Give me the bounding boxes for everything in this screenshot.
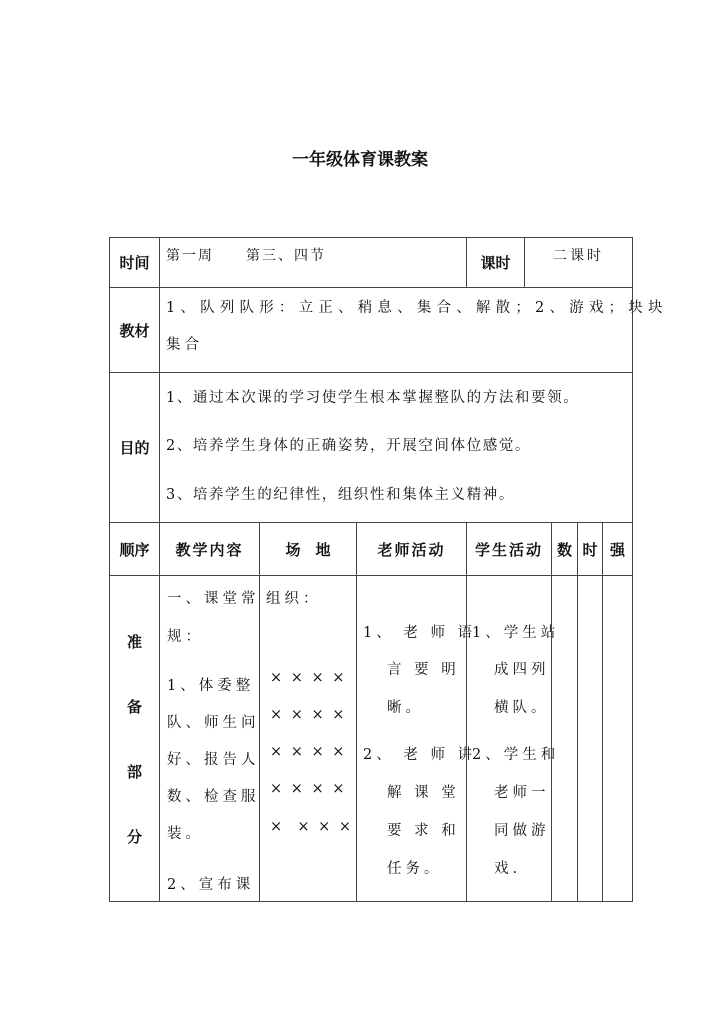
- page-title: 一年级体育课教案: [292, 150, 428, 170]
- teacher-line: 言 要 明: [387, 662, 460, 678]
- goal-line: 1、通过本次课的学习使学生根本掌握整队的方法和要领。: [166, 390, 580, 406]
- intensity-cell: [602, 575, 633, 902]
- goal-line: 3、培养学生的纪律性，组织性和集体主义精神。: [166, 487, 515, 503]
- header-site: 场 地: [259, 522, 357, 576]
- period-label: 课时: [466, 237, 525, 288]
- content-line: 队、师生问: [167, 715, 260, 731]
- material-cell: [159, 287, 668, 373]
- content-line: 好、报告人: [167, 752, 260, 768]
- teacher-line: 1、 老 师 语: [363, 625, 477, 641]
- teacher-cell: [356, 575, 477, 902]
- student-line: 2、学生和: [472, 747, 560, 763]
- header-count: 数: [551, 522, 578, 576]
- goal-cell: [159, 372, 633, 523]
- formation-row: × × × ×: [270, 707, 347, 723]
- time-label: 时间: [109, 237, 160, 288]
- student-line: 1、学生站: [472, 625, 560, 641]
- content-line: 一、课堂常: [167, 591, 260, 607]
- header-intensity: 强: [602, 522, 633, 576]
- formation-row: × × × ×: [270, 819, 354, 835]
- material-line: 1、队列队形：立正、稍息、集合、解散；2、游戏；块块: [166, 300, 668, 316]
- content-line: 数、检查服: [167, 789, 260, 805]
- material-label: 教材: [109, 287, 160, 373]
- site-cell: [259, 575, 357, 902]
- student-line: 成四列: [494, 662, 550, 678]
- content-cell: [159, 575, 260, 902]
- time-cell: [577, 575, 603, 902]
- section-char: 分: [126, 827, 142, 846]
- header-student: 学生活动: [466, 522, 552, 576]
- teacher-line: 要 求 和: [387, 823, 460, 839]
- teacher-line: 2、 老 师 讲: [363, 747, 477, 763]
- teacher-line: 晰。: [387, 700, 424, 716]
- section-char: 部: [126, 762, 142, 781]
- header-order: 顺序: [109, 522, 160, 576]
- student-line: 同做游: [494, 823, 550, 839]
- section-char: 备: [126, 697, 142, 716]
- header-time: 时: [577, 522, 603, 576]
- goal-label: 目的: [109, 372, 160, 523]
- teacher-line: 任务。: [387, 861, 443, 877]
- header-teacher: 老师活动: [356, 522, 467, 576]
- content-line: 2、宣布课: [167, 877, 255, 893]
- student-line: 横队。: [494, 700, 550, 716]
- section-char: 准: [126, 632, 142, 651]
- material-line: 集合: [166, 337, 203, 353]
- content-line: 规：: [167, 629, 204, 645]
- formation-row: × × × ×: [270, 781, 347, 797]
- student-cell: [466, 575, 560, 902]
- content-line: 1、体委整: [167, 678, 255, 694]
- time-value: 第一周 第三、四节: [159, 237, 467, 288]
- content-line: 装。: [167, 826, 204, 842]
- goal-line: 2、培养学生身体的正确姿势，开展空间体位感觉。: [166, 438, 532, 454]
- count-cell: [551, 575, 578, 902]
- student-line: 老师一: [494, 785, 550, 801]
- teacher-line: 解 课 堂: [387, 785, 460, 801]
- student-line: 戏.: [494, 861, 522, 877]
- period-value: 二课时: [524, 237, 633, 288]
- formation-row: × × × ×: [270, 744, 347, 760]
- formation-row: × × × ×: [270, 670, 347, 686]
- section-label: [109, 575, 160, 902]
- site-line: 组织：: [266, 591, 322, 607]
- header-content: 教学内容: [159, 522, 260, 576]
